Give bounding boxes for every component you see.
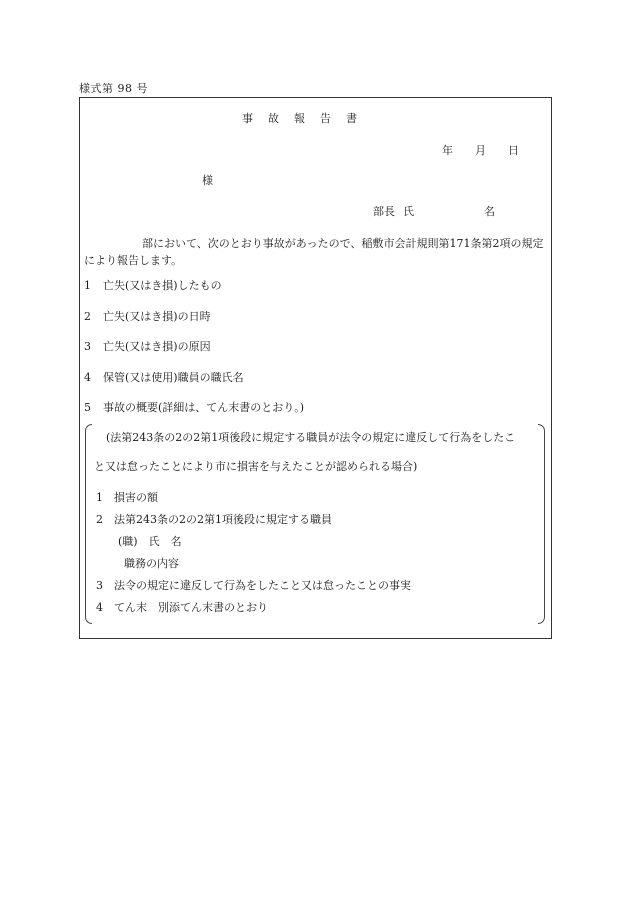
sub-item-text: 法第243条の2の2第1項後段に規定する職員 [114,513,332,526]
sub-item-number: 1 [96,491,103,504]
bracket-left [85,424,92,624]
sender-dept: 部長 [373,205,395,218]
sub-item-2 [96,514,332,525]
date-month: 月 [475,144,486,157]
item-5 [84,402,304,413]
sender-line [373,206,495,217]
item-text: 亡失(又はき損)の原因 [103,340,211,353]
item-number: 5 [84,401,91,414]
liability-bracket [85,424,545,624]
item-text: 事故の概要(詳細は、てん末書のとおり。) [103,401,305,414]
sub-item-4 [96,602,268,613]
item-number: 3 [84,340,91,353]
document-title: 事故報告書 [242,112,372,125]
report-frame [79,97,552,639]
item-number: 4 [84,371,91,384]
date-year: 年 [442,144,453,157]
addressee: 様 [202,174,213,187]
form-number: 様式第 98 号 [79,82,148,95]
sender-name-suffix: 名 [484,205,495,218]
date-day: 日 [508,144,519,157]
sub-item-number: 4 [96,601,103,614]
sub-item-3 [96,580,411,591]
bracket-right [538,424,545,624]
item-2 [84,311,211,322]
item-4 [84,372,244,383]
sub-item-text: てん末 別添てん末書のとおり [114,601,268,614]
sub-item-text: 法令の規定に違反して行為をしたこと又は怠ったことの事実 [114,579,411,592]
item-3 [84,341,211,352]
sub-item-duties: 職務の内容 [124,557,179,570]
item-text: 保管(又は使用)職員の職氏名 [103,371,244,384]
date-line [442,145,541,156]
item-text: 亡失(又はき損)したもの [103,279,222,292]
sub-item-number: 2 [96,513,103,526]
item-number: 2 [84,310,91,323]
sub-item-1 [96,492,158,503]
intro-text: 部において、次のとおり事故があったので、稲敷市会計規則第171条第2項の規定により報告します。 [84,237,544,267]
sub-item-number: 3 [96,579,103,592]
bracket-line-1: (法第243条の2の2第1項後段に規定する職員が法令の規定に違反して行為をしたこ [106,431,516,444]
sub-item-position-name: (職) 氏 名 [118,535,182,548]
sub-item-text: 損害の額 [114,491,158,504]
bracket-line-2: と又は怠ったことにより市に損害を与えたことが認められる場合) [94,460,418,473]
item-number: 1 [84,279,91,292]
item-text: 亡失(又はき損)の日時 [103,310,211,323]
item-1 [84,280,222,291]
sender-name-prefix: 氏 [403,205,414,218]
